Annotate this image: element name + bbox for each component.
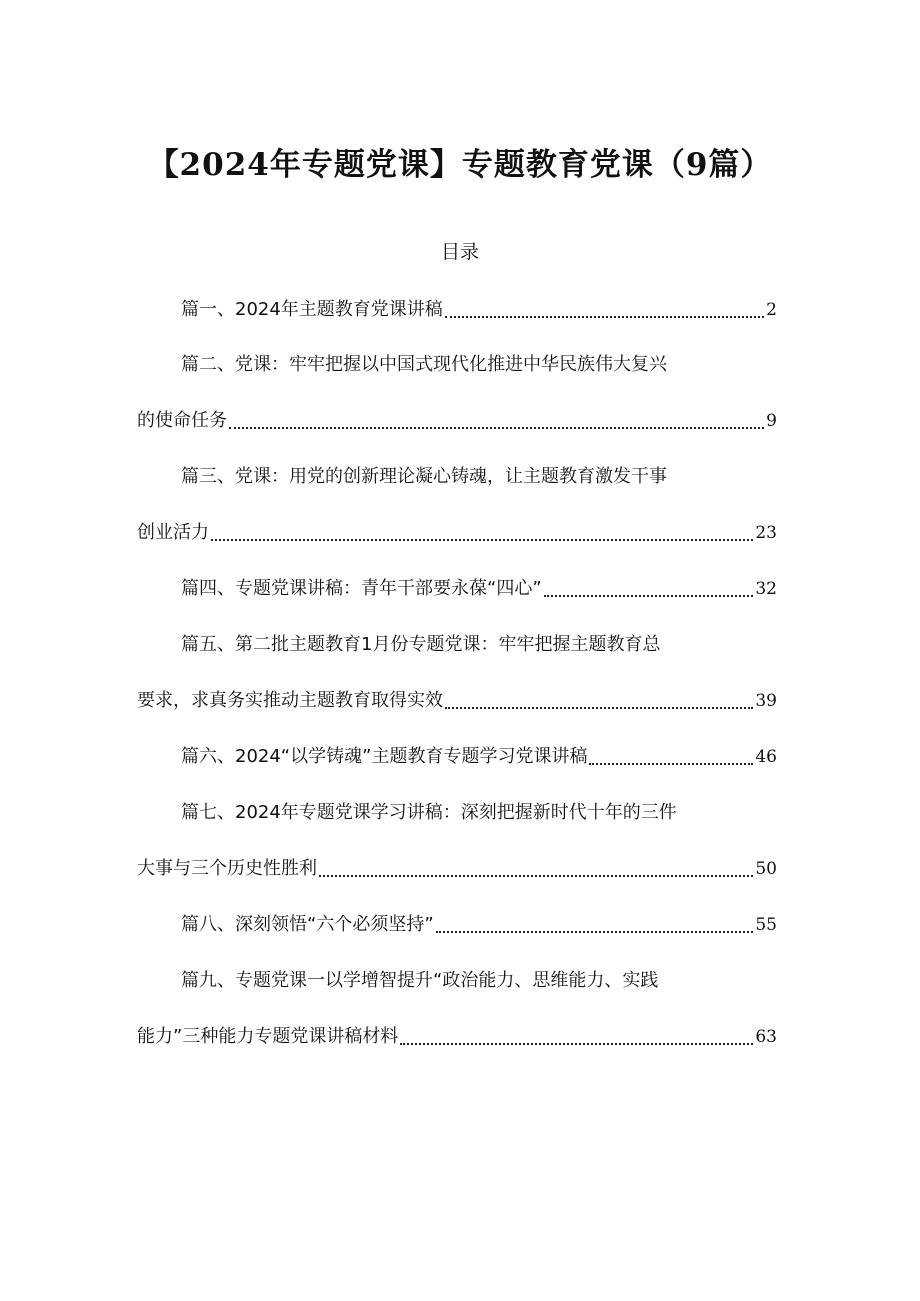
toc-entry-text: 篇八、深刻领悟“六个必须坚持” <box>181 914 434 935</box>
toc-page-number: 55 <box>755 915 777 935</box>
dot-leader <box>229 426 764 429</box>
toc-entry[interactable] <box>181 296 777 324</box>
toc-entry-text: 要求，求真务实推动主题教育取得实效 <box>137 690 443 711</box>
toc-entry-text: 篇五、第二批主题教育1月份专题党课：牢牢把握主题教育总 <box>181 634 661 655</box>
dot-leader <box>589 762 753 765</box>
toc-entry[interactable] <box>137 1023 777 1051</box>
toc-entry-text: 篇六、2024“以学铸魂”主题教育专题学习党课讲稿 <box>181 746 588 767</box>
dot-leader <box>445 315 764 318</box>
toc-entry-text: 篇二、党课：牢牢把握以中国式现代化推进中华民族伟大复兴 <box>181 354 667 375</box>
dot-leader <box>436 930 754 933</box>
toc-page-number: 9 <box>766 411 777 431</box>
toc-page-number: 63 <box>755 1027 777 1047</box>
toc-entry[interactable] <box>137 855 777 883</box>
toc-entry-text: 创业活力 <box>137 522 209 543</box>
toc-page-number: 23 <box>755 523 777 543</box>
toc-entry-text: 篇七、2024年专题党课学习讲稿：深刻把握新时代十年的三件 <box>181 802 677 823</box>
toc-page-number: 32 <box>755 579 777 599</box>
toc-entry[interactable] <box>181 575 777 603</box>
toc-page-number: 39 <box>755 691 777 711</box>
toc-entry-text: 篇一、2024年主题教育党课讲稿 <box>181 299 443 320</box>
dot-leader <box>211 538 753 541</box>
toc-entry-text: 大事与三个历史性胜利 <box>137 858 317 879</box>
toc-entry-text: 能力”三种能力专题党课讲稿材料 <box>137 1026 399 1047</box>
dot-leader <box>544 594 754 597</box>
dot-leader <box>445 706 753 709</box>
toc-entry-text: 篇九、专题党课一以学增智提升“政治能力、思维能力、实践 <box>181 970 659 991</box>
toc-entry-text: 篇三、党课：用党的创新理论凝心铸魂，让主题教育激发干事 <box>181 466 667 487</box>
toc-page-number: 46 <box>755 747 777 767</box>
toc-entry[interactable] <box>181 743 777 771</box>
toc-entry[interactable] <box>137 519 777 547</box>
toc-page-number: 2 <box>766 300 777 320</box>
dot-leader <box>319 874 753 877</box>
dot-leader <box>400 1042 753 1045</box>
toc-page-number: 50 <box>755 859 777 879</box>
toc-entry-text: 篇四、专题党课讲稿：青年干部要永葆“四心” <box>181 578 542 599</box>
toc-entry[interactable] <box>137 687 777 715</box>
toc-entry-text: 的使命任务 <box>137 410 227 431</box>
toc-entry[interactable] <box>181 911 777 939</box>
toc-entry[interactable] <box>137 407 777 435</box>
toc-heading: 目录 <box>440 241 479 263</box>
page-title: 【2024年专题党课】专题教育党课（9篇） <box>147 147 773 183</box>
